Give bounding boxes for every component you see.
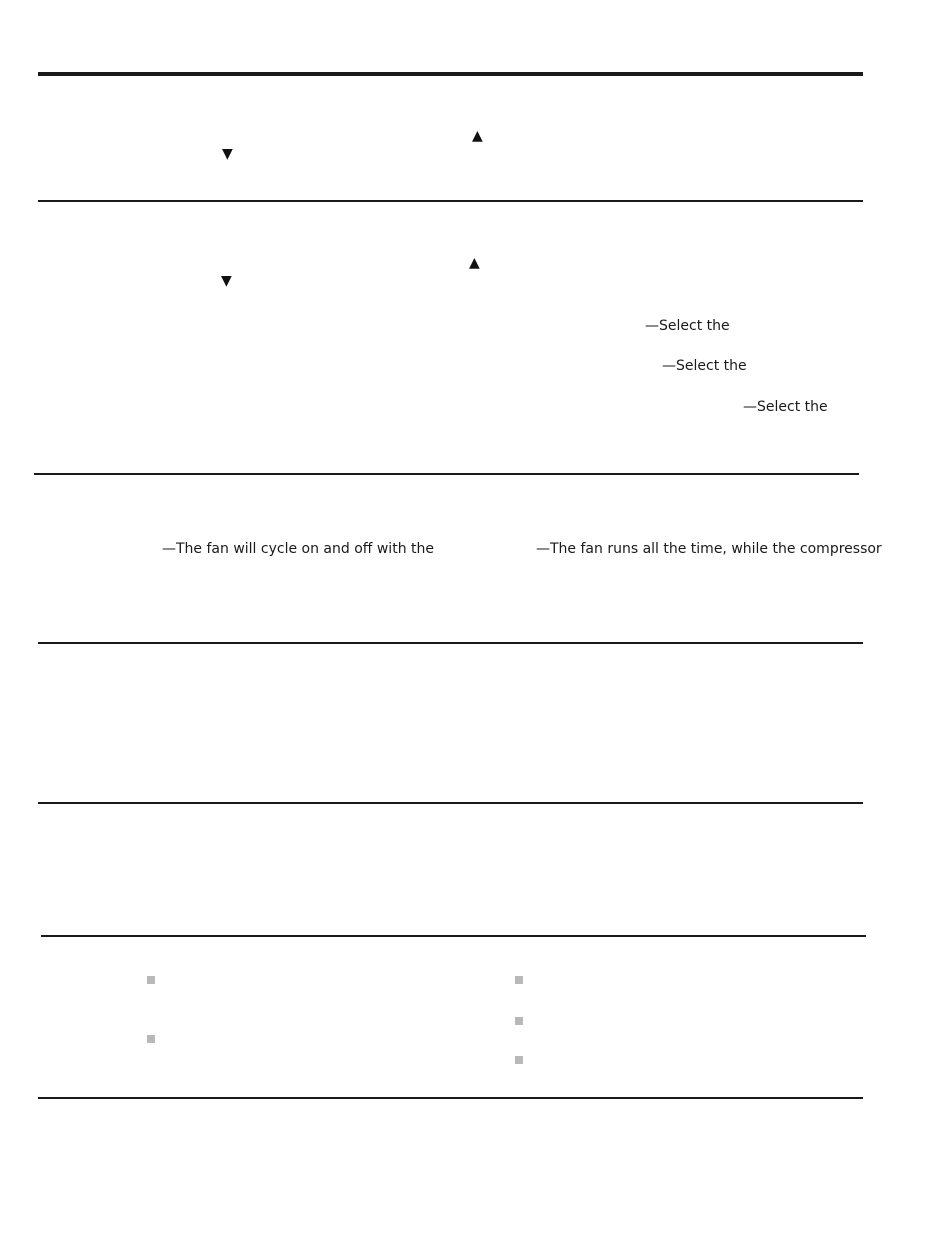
bullet-marker <box>147 1035 155 1043</box>
section-divider-5 <box>41 935 866 937</box>
bullet-marker <box>147 976 155 984</box>
section-divider-1 <box>38 200 863 202</box>
section-divider-2 <box>34 473 859 475</box>
select-line-1: —Select the <box>645 318 730 334</box>
bullet-marker <box>515 1056 523 1064</box>
bottom-divider <box>38 1097 863 1099</box>
down-arrow-icon: ▼ <box>221 273 232 289</box>
select-line-2: —Select the <box>662 358 747 374</box>
section-divider-3 <box>38 642 863 644</box>
bullet-marker <box>515 976 523 984</box>
fan-runs-text: —The fan runs all the time, while the compressor <box>536 541 882 557</box>
section-divider-4 <box>38 802 863 804</box>
up-arrow-icon: ▲ <box>469 255 480 271</box>
fan-cycle-text: —The fan will cycle on and off with the <box>162 541 434 557</box>
select-line-3: —Select the <box>743 399 828 415</box>
top-divider <box>38 72 863 76</box>
down-arrow-icon: ▼ <box>222 146 233 162</box>
up-arrow-icon: ▲ <box>472 128 483 144</box>
bullet-marker <box>515 1017 523 1025</box>
